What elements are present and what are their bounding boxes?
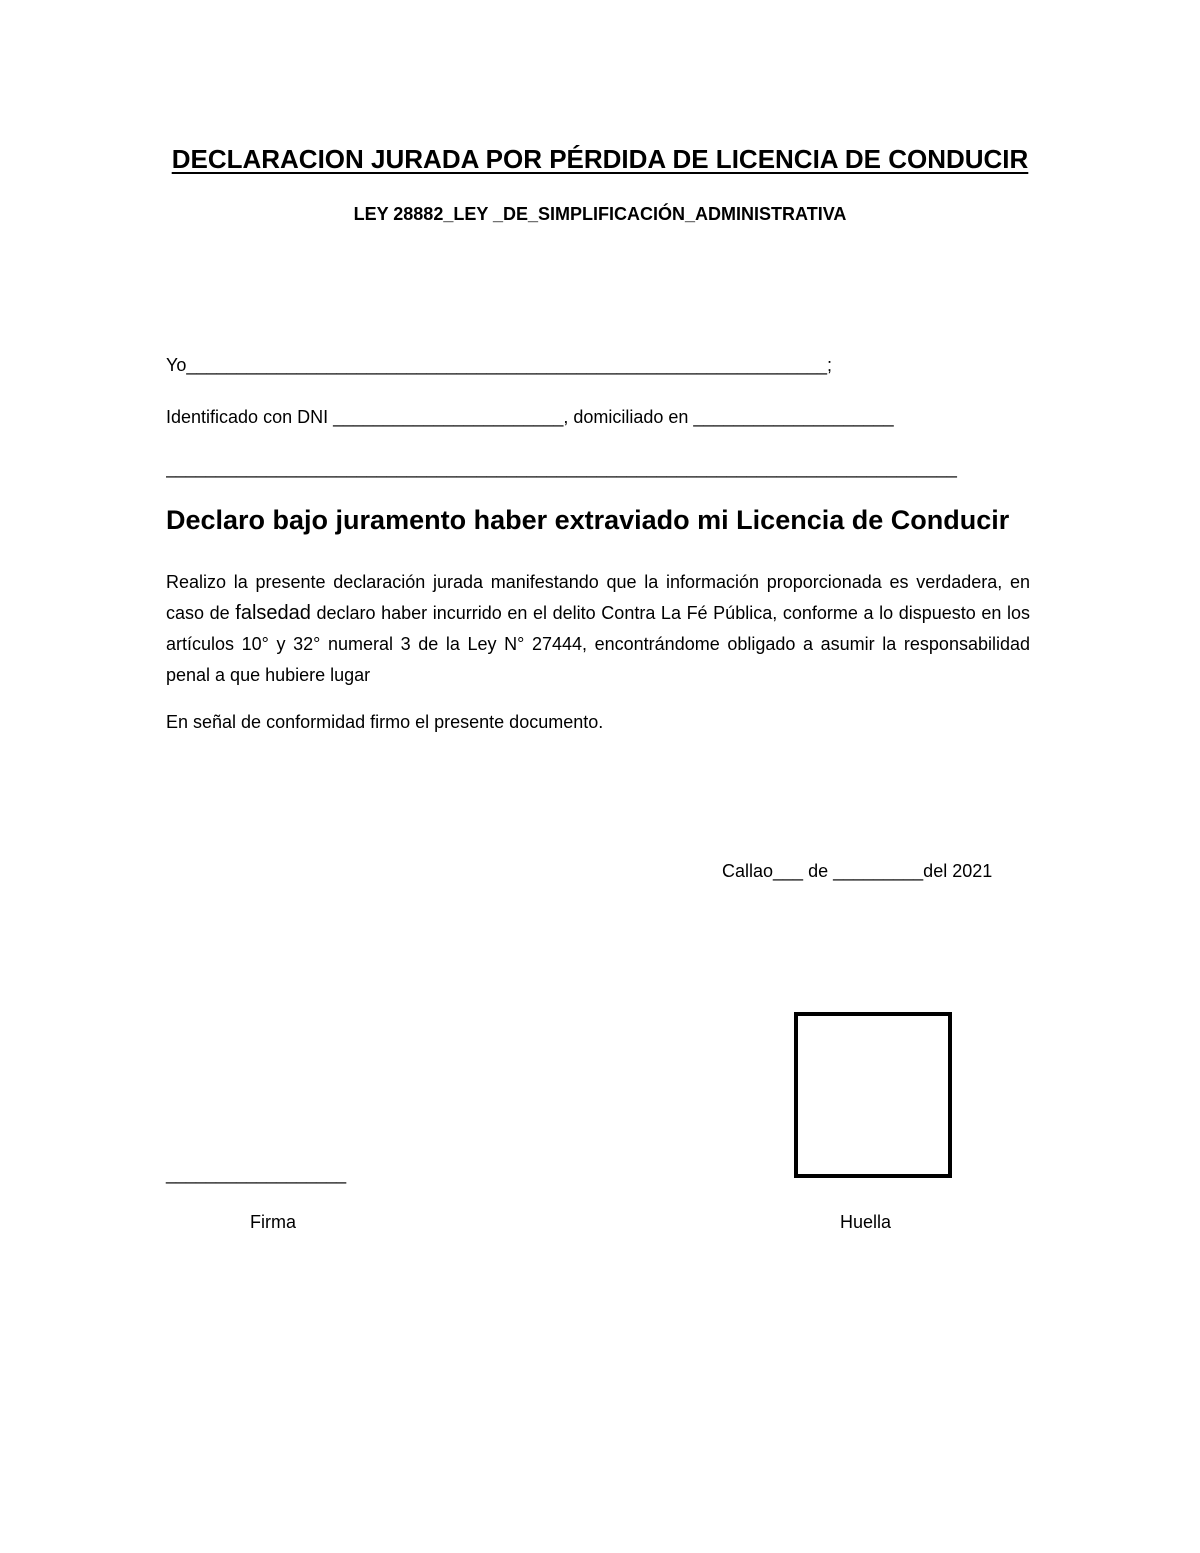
declaration-paragraph: [166, 567, 1030, 691]
signature-line: __________________: [166, 1164, 347, 1184]
declaration-heading: Declaro bajo juramento haber extraviado mi Licencia de Conducir: [166, 505, 1010, 535]
document-title: DECLARACION JURADA POR PÉRDIDA DE LICENCIA DE CONDUCIR: [171, 144, 1029, 174]
paragraph-emphasis: falsedad: [235, 602, 311, 624]
address-label: , domiciliado en: [563, 407, 694, 427]
dni-blank: _______________________: [333, 407, 564, 427]
dni-label: Identificado con DNI: [166, 407, 334, 427]
dni-address-line: [166, 407, 1026, 428]
address-blank: ____________________: [693, 407, 894, 427]
paragraph-text-end: declaro haber incurrido en el delito Contra La Fé Pública, conforme a lo dispuesto en los artículos 10° y 32° numeral 3 de la Ley N° 27444, encontrándome obligado a asumir la responsabilidad penal a que hubiere lugar: [166, 603, 1030, 685]
paragraph-text-start: Realizo la presente declaración jurada manifestando que la información proporcionada es verdadera, en caso de: [166, 572, 1030, 623]
place-date-line: Callao___ de _________del 2021: [722, 861, 993, 881]
address-continuation-line: _______________________________________________________________________________: [166, 458, 957, 478]
signature-label: Firma: [250, 1212, 296, 1232]
closing-statement: En señal de conformidad firmo el presente documento.: [166, 712, 604, 732]
thumbprint-box: [794, 1012, 952, 1178]
thumbprint-label: Huella: [840, 1212, 892, 1232]
document-subtitle: LEY 28882_LEY _DE_SIMPLIFICACIÓN_ADMINISTRATIVA: [353, 204, 847, 224]
name-field-line: Yo________________________________________________________________;: [166, 355, 833, 375]
